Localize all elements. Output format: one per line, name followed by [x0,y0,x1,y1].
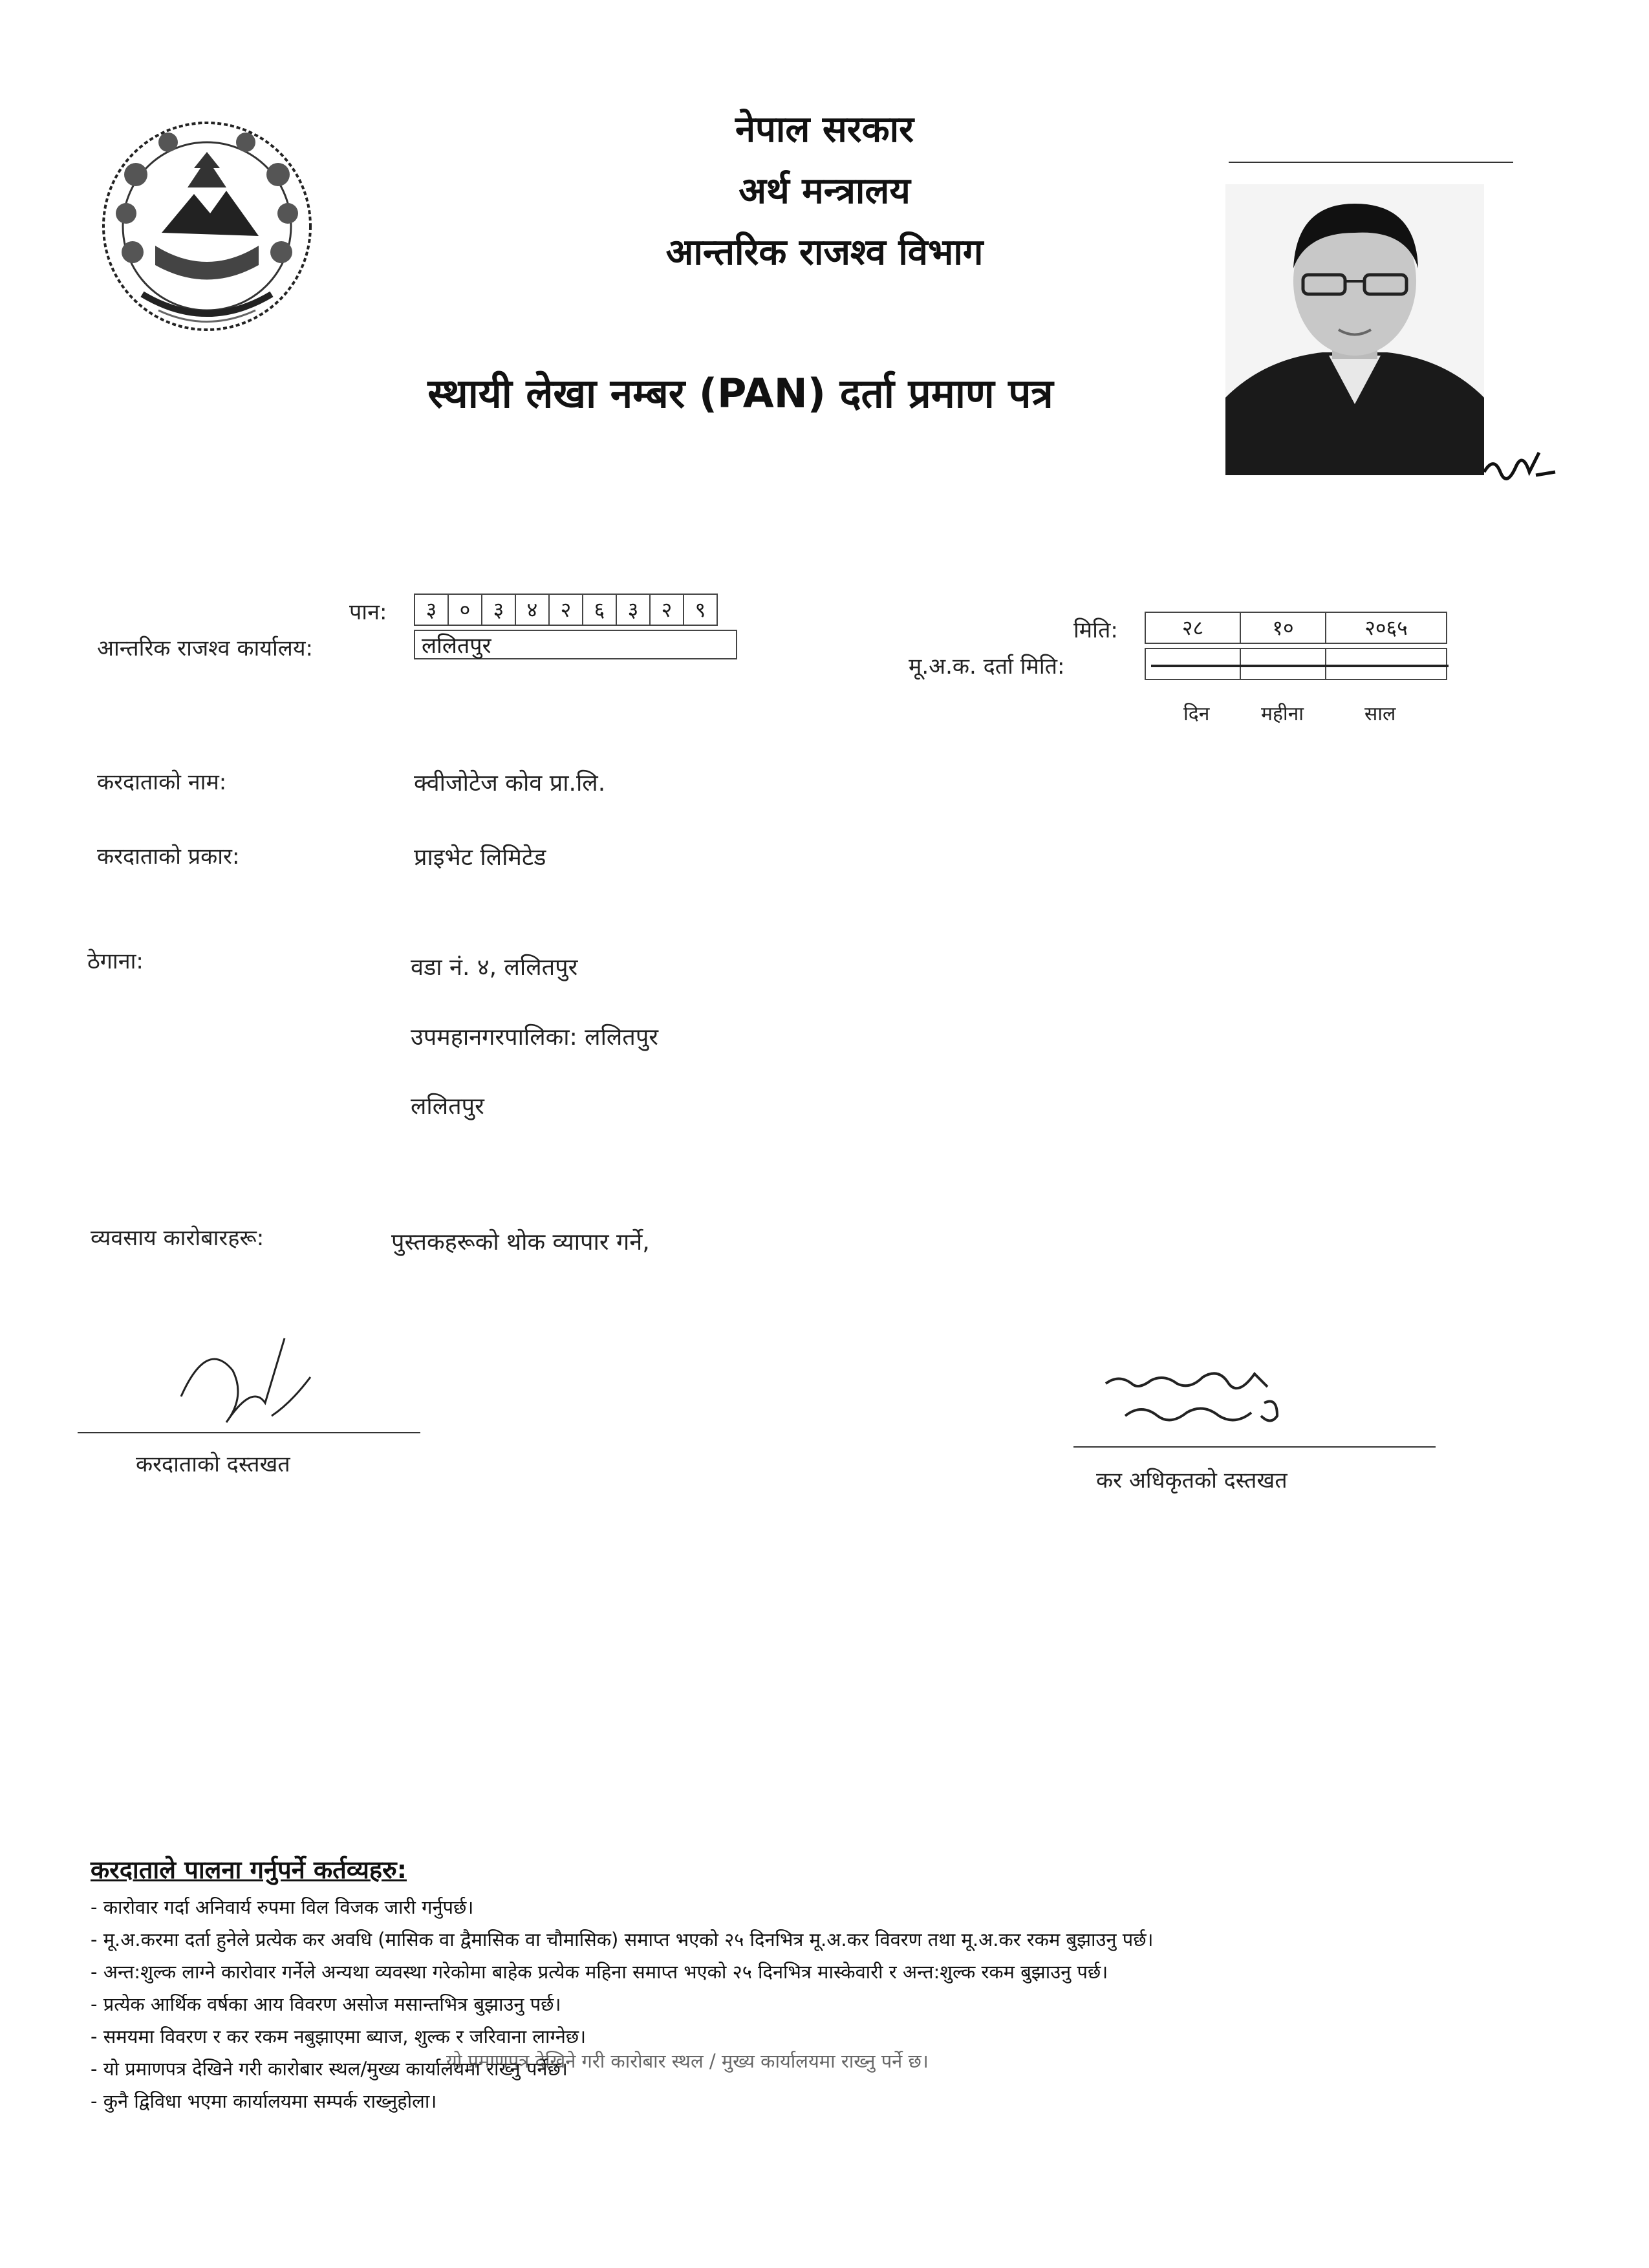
month-caption: महीना [1261,703,1304,725]
duties-list [91,1891,1578,2117]
business-value: पुस्तकहरूको थोक व्यापार गर्ने, [391,1229,650,1256]
duty-item: - कुनै द्विविधा भएमा कार्यालयमा सम्पर्क राख्नुहोला। [91,2085,1578,2117]
date-month: १० [1241,613,1326,643]
duties-title: करदाताले पालना गर्नुपर्ने कर्तव्यहरु: [91,1856,407,1884]
vat-date-strike [1151,665,1449,667]
officer-signature-icon [1099,1364,1332,1442]
pan-digit: ४ [516,595,550,625]
taxpayer-signature-line [78,1432,420,1433]
date-year: २०६५ [1364,615,1408,640]
date-label: मिति: [1073,617,1118,643]
address-line-2: उपमहानगरपालिका: ललितपुर [411,1024,658,1051]
vat-date-label: मू.अ.क. दर्ता मिति: [909,654,1065,679]
address-line-3: ललितपुर [411,1093,484,1120]
taxpayer-type-value: प्राइभेट लिमिटेड [414,844,546,871]
day-caption: दिन [1183,703,1210,725]
taxpayer-signature-icon [168,1325,336,1442]
pan-digit: ३ [415,595,449,625]
officer-signature-line [1073,1446,1436,1448]
business-label: व्यवसाय कारोबारहरू: [91,1225,264,1251]
pan-label: पान: [349,599,387,625]
taxpayer-type-label: करदाताको प्रकार: [97,844,240,870]
duty-item: - अन्त:शुल्क लाग्ने कारोवार गर्नेले अन्यथा व्यवस्था गरेकोमा बाहेक प्रत्येक महिना समाप्त भएको २५ दिनभित्र मास्केवारी र अन्त:शुल्क रकम बुझाउनु पर्छ। [91,1956,1578,1988]
header-department: आन्तरिक राजश्व विभाग [665,231,984,273]
pan-digit: ३ [617,595,651,625]
office-label: आन्तरिक राजश्व कार्यालय: [97,636,314,661]
duty-item: - प्रत्येक आर्थिक वर्षका आय विवरण असोज मसान्तभित्र बुझाउनु पर्छ। [91,1988,1578,2020]
officer-signature-caption: कर अधिकृतको दस्तखत [1096,1468,1288,1493]
header-ministry: अर्थ मन्त्रालय [738,170,911,212]
pan-number [414,594,718,626]
vat-registration-date [1145,648,1447,680]
pan-digit: २ [651,595,684,625]
taxpayer-photo-icon [1225,184,1484,475]
overprint-note: यो प्रमाणपत्र देखिने गरी कारोबार स्थल / मुख्य कार्यालयमा राख्नु पर्ने छ। [446,2050,929,2072]
year-caption: साल [1364,703,1396,725]
date-day: २८ [1146,613,1241,643]
taxpayer-name-label: करदाताको नाम: [97,769,227,795]
pan-digit: ३ [482,595,516,625]
duty-item: - यो प्रमाणपत्र देखिने गरी कारोबार स्थल/मुख्य कार्यालयमा राख्नु पर्नेछ। [91,2053,1578,2085]
issue-date [1145,612,1447,644]
taxpayer-signature-caption: करदाताको दस्तखत [136,1451,290,1477]
pan-digit: ९ [695,597,706,622]
page-title: स्थायी लेखा नम्बर (PAN) दर्ता प्रमाण पत्र [427,370,1053,417]
header-govt: नेपाल सरकार [735,109,914,151]
pan-digit: ० [449,595,482,625]
pan-digit: २ [550,595,583,625]
office-value: ललितपुर [414,630,737,659]
photo-signature-icon [1481,446,1558,491]
pan-digit: ६ [583,595,617,625]
duty-item: - कारोवार गर्दा अनिवार्य रुपमा विल विजक जारी गर्नुपर्छ। [91,1891,1578,1923]
taxpayer-name-value: क्वीजोटेज कोव प्रा.लि. [414,770,606,797]
duty-item: - मू.अ.करमा दर्ता हुनेले प्रत्येक कर अवधि (मासिक वा द्वैमासिक वा चौमासिक) समाप्त भएको २५ दिनभित्र मू.अ.कर विवरण तथा मू.अ.कर रकम बुझाउनु पर्छ। [91,1923,1578,1956]
photo-top-line [1229,162,1513,163]
duty-item: - समयमा विवरण र कर रकम नबुझाएमा ब्याज, शुल्क र जरिवाना लाग्नेछ। [91,2020,1578,2053]
address-line-1: वडा नं. ४, ललितपुर [411,954,578,981]
address-label: ठेगाना: [87,948,144,974]
